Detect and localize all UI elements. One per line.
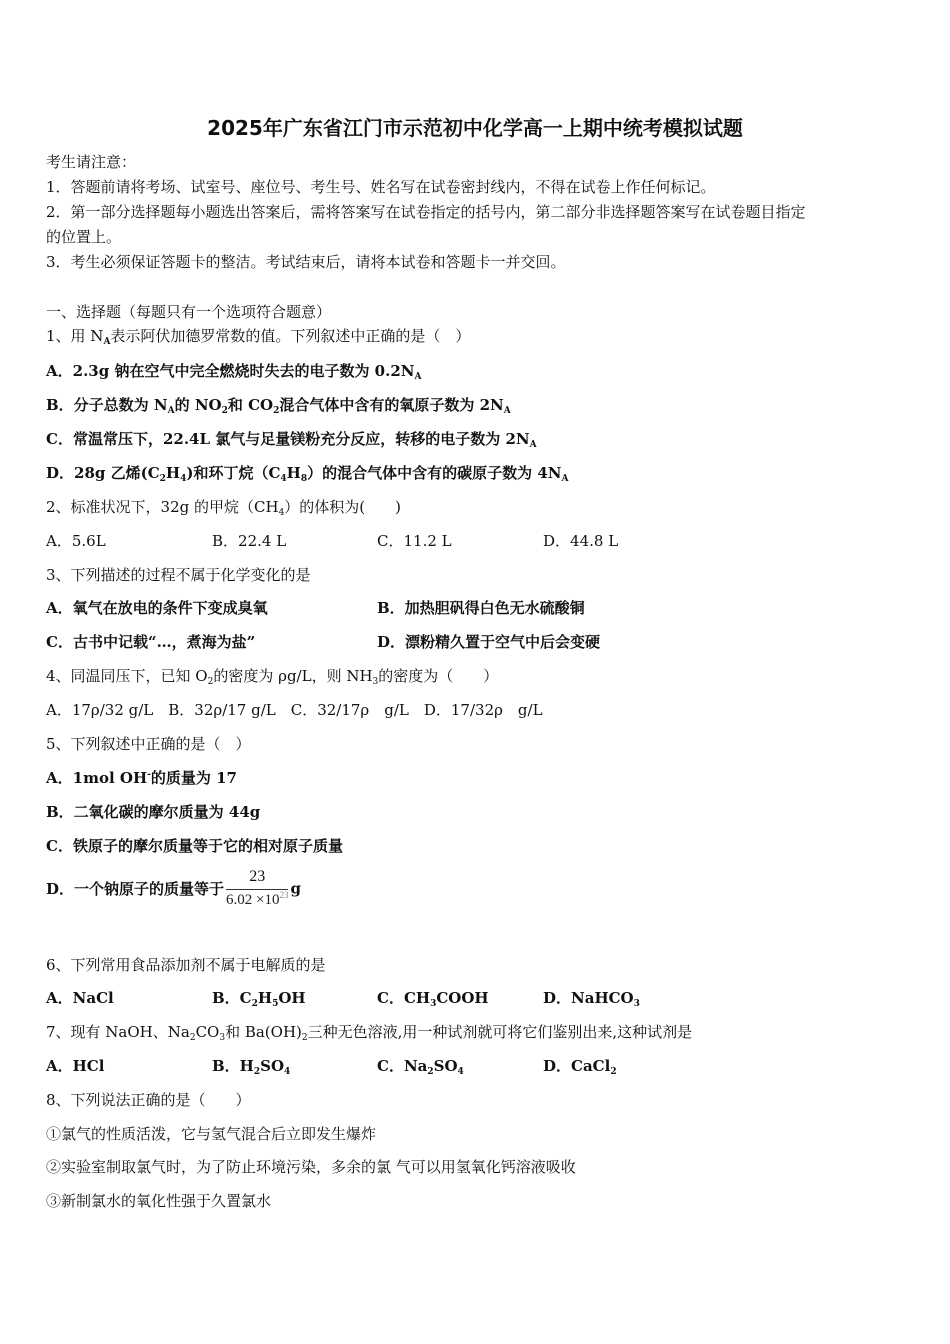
- notice-item: 的位置上。: [46, 228, 122, 246]
- question-1-stem: 1、用 $N_A$表示阿伏加德罗常数的值。下列叙述中正确的是（ ）: [46, 327, 471, 347]
- question-2-option-a: A．5.6L: [46, 532, 106, 550]
- question-5-option-b: B．二氧化碳的摩尔质量为 44g: [46, 803, 261, 821]
- page-title: 2025年广东省江门市示范初中化学高一上期中统考模拟试题: [207, 116, 743, 140]
- notice-item: 3．考生必须保证答题卡的整洁。考试结束后，请将本试卷和答题卡一并交回。: [46, 253, 566, 271]
- question-7-option-d: D．CaCl$_2$: [543, 1057, 617, 1077]
- notice-item: 1．答题前请将考场、试室号、座位号、考生号、姓名写在试卷密封线内，不得在试卷上作任何标记。: [46, 178, 716, 196]
- question-4-stem: 4、同温同压下，已知 $O_2$的密度为 ρg/L，则 $NH_3$的密度为（ ）: [46, 667, 499, 687]
- question-8-item: ①氯气的性质活泼，它与氢气混合后立即发生爆炸: [46, 1125, 377, 1143]
- question-1-option-a: A．2.3g 钠在空气中完全燃烧时失去的电子数为 $0.2N_A$: [46, 362, 422, 382]
- question-2-option-d: D．44.8 L: [543, 532, 619, 550]
- section-heading: 一、选择题（每题只有一个选项符合题意）: [46, 303, 332, 321]
- question-5-option-a: A．1mol OH-的质量为 17: [46, 769, 237, 787]
- question-5-option-c: C．铁原子的摩尔质量等于它的相对原子质量: [46, 837, 343, 855]
- question-8-stem: 8、下列说法正确的是（ ）: [46, 1091, 251, 1109]
- question-3-option-c: C．古书中记载“…，煮海为盐”: [46, 633, 256, 651]
- question-6-option-b: B．$C_2H_5OH$: [212, 989, 306, 1009]
- question-6-option-c: C．$CH_3COOH$: [377, 989, 489, 1009]
- question-1-option-b: B．分子总数为 $N_A$的 $NO_2$和 $CO_2$混合气体中含有的氧原子数为 $2N_A$: [46, 396, 511, 416]
- question-1-option-c: C．常温常压下，22.4L 氯气与足量镁粉充分反应，转移的电子数为 $2N_A$: [46, 430, 537, 450]
- question-7-option-a: A．HCl: [46, 1057, 105, 1075]
- question-4-options: A．17ρ/32 g/L B．32ρ/17 g/L C．32/17ρ g/L D．17/32ρ g/L: [46, 701, 543, 719]
- question-6-option-a: A．NaCl: [46, 989, 114, 1007]
- question-7-option-b: B．$H_2SO_4$: [212, 1057, 291, 1077]
- question-2-option-b: B．22.4 L: [212, 532, 287, 550]
- question-2-stem: 2、标准状况下，32g 的甲烷$(CH_4)$的体积为( ): [46, 498, 402, 518]
- question-6-option-d: D．NaHCO$_3$: [543, 989, 640, 1009]
- question-6-stem: 6、下列常用食品添加剂不属于电解质的是: [46, 956, 326, 974]
- question-5-option-d: D．一个钠原子的质量等于 $\frac{23}{6.02 \times 10^{23}}$ g: [46, 868, 301, 908]
- question-3-option-b: B．加热胆矾得白色无水硫酸铜: [377, 599, 585, 617]
- question-8-item: ②实验室制取氯气时，为了防止环境污染，多余的氯 气可以用氢氧化钙溶液吸收: [46, 1158, 576, 1176]
- question-3-option-a: A．氧气在放电的条件下变成臭氧: [46, 599, 268, 617]
- question-7-stem: 7、现有 NaOH、$Na_2CO_3$和 $Ba(OH)_2$三种无色溶液,用一种试剂就可将它们鉴别出来,这种试剂是: [46, 1023, 693, 1043]
- question-3-stem: 3、下列描述的过程不属于化学变化的是: [46, 566, 311, 584]
- question-5-stem: 5、下列叙述中正确的是（ ）: [46, 735, 251, 753]
- question-7-option-c: C．$Na_2SO_4$: [377, 1057, 464, 1077]
- fraction: $\frac{23}{6.02 \times 10^{23}}$: [226, 868, 289, 908]
- notice-item: 2．第一部分选择题每小题选出答案后，需将答案写在试卷指定的括号内，第二部分非选择题答案写在试卷题目指定: [46, 203, 806, 221]
- notice-heading: 考生请注意：: [46, 153, 137, 171]
- question-2-option-c: C．11.2 L: [377, 532, 452, 550]
- question-8-item: ③新制氯水的氧化性强于久置氯水: [46, 1192, 272, 1210]
- question-3-option-d: D．漂粉精久置于空气中后会变硬: [377, 633, 601, 651]
- question-1-option-d: D．28g 乙烯$(C_2H_4)$和环丁烷$(C_4H_8)$的混合气体中含有的碳原子数为 $4N_A$: [46, 464, 569, 484]
